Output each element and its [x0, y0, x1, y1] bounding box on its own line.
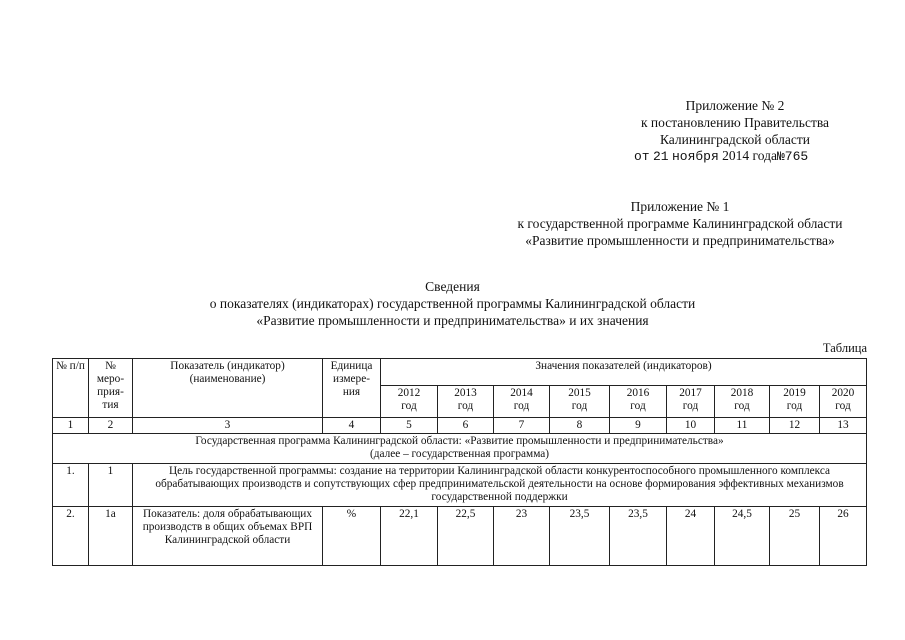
year-word: год — [786, 400, 803, 412]
column-number: 10 — [667, 418, 715, 434]
column-number: 13 — [820, 418, 867, 434]
year-word: год — [734, 400, 750, 412]
year-value: 2017 — [679, 387, 702, 399]
column-number: 12 — [770, 418, 820, 434]
column-number: 1 — [53, 418, 89, 434]
header-year — [550, 386, 610, 418]
appendix-1-block — [480, 198, 880, 249]
year-word: год — [457, 400, 474, 412]
year-value: 2015 — [568, 387, 591, 399]
header-year — [610, 386, 667, 418]
header-num: № п/п — [53, 359, 89, 418]
program-title-cell — [53, 434, 867, 464]
heading-line2: о показателях (индикаторах) государственной программы Калининградской области — [209, 296, 696, 311]
indicator-value: 26 — [820, 507, 867, 566]
indicator-value: 23,5 — [550, 507, 610, 566]
indicators-table — [52, 358, 867, 566]
appendix-2-date — [634, 148, 808, 164]
year-value: 2013 — [454, 387, 477, 399]
indicator-unit: % — [323, 507, 381, 566]
year-value: 2020 — [831, 387, 855, 399]
year-word: год — [835, 400, 851, 412]
header-indicator — [133, 359, 323, 418]
indicator-value: 25 — [770, 507, 820, 566]
program-title-line2: (далее – государственная программа) — [369, 448, 550, 460]
appendix-1-title: Приложение № 1 — [630, 199, 730, 214]
header-year — [667, 386, 715, 418]
heading-line1: Сведения — [425, 279, 480, 294]
header-year — [715, 386, 770, 418]
indicator-value: 24,5 — [715, 507, 770, 566]
column-number: 3 — [133, 418, 323, 434]
header-event: № меро-прия-тия — [89, 359, 133, 418]
document-heading — [100, 278, 805, 329]
indicator-text: Показатель: доля обрабатывающих производств в общих объемах ВРП Калининградской области — [133, 507, 323, 566]
row-num: 2. — [53, 507, 89, 566]
header-year — [770, 386, 820, 418]
header-year — [438, 386, 494, 418]
row-event: 1 — [89, 464, 133, 507]
year-word: год — [682, 400, 699, 412]
date-year: 2014 года — [722, 148, 777, 163]
row-event: 1а — [89, 507, 133, 566]
heading-line3: «Развитие промышленности и предпринимательства» и их значения — [256, 313, 649, 328]
appendix-2-title: Приложение № 2 — [685, 98, 785, 113]
header-unit: Единица измере-ния — [323, 359, 381, 418]
indicator-value: 23,5 — [610, 507, 667, 566]
column-number: 11 — [715, 418, 770, 434]
indicator-value: 23 — [494, 507, 550, 566]
date-day: 21 — [652, 149, 669, 164]
appendix-2-line2: Калининградской области — [659, 132, 811, 147]
header-indicator-line2: (наименование) — [189, 373, 266, 385]
year-word: год — [630, 400, 646, 412]
column-number-row — [53, 418, 867, 434]
year-word: год — [513, 400, 530, 412]
year-value: 2019 — [783, 387, 806, 399]
indicator-value: 22,1 — [381, 507, 438, 566]
table-label: Таблица — [822, 341, 867, 355]
table-row — [53, 507, 867, 566]
document-number: №765 — [776, 149, 809, 164]
column-number: 5 — [381, 418, 438, 434]
year-value: 2018 — [730, 387, 754, 399]
date-prefix: от — [634, 149, 650, 164]
year-value: 2014 — [510, 387, 533, 399]
column-number: 6 — [438, 418, 494, 434]
header-year — [494, 386, 550, 418]
date-month: ноября — [671, 149, 719, 164]
header-year — [381, 386, 438, 418]
appendix-2-line1: к постановлению Правительства — [640, 115, 830, 130]
goal-text: Цель государственной программы: создание на территории Калининградской области конкурентоспособного промышленного комплекса обрабатывающих производств и сопутствующих сфер предпринимательской деятельности на основе формирования эффективных механизмов государственной поддержки — [133, 464, 867, 507]
table-row — [53, 464, 867, 507]
appendix-2-block — [600, 97, 870, 148]
column-number: 8 — [550, 418, 610, 434]
indicator-value: 22,5 — [438, 507, 494, 566]
header-values: Значения показателей (индикаторов) — [381, 359, 867, 386]
column-number: 4 — [323, 418, 381, 434]
indicator-value: 24 — [667, 507, 715, 566]
program-row — [53, 434, 867, 464]
year-word: год — [401, 400, 417, 412]
appendix-1-line2: «Развитие промышленности и предпринимательства» — [525, 233, 835, 248]
column-number: 7 — [494, 418, 550, 434]
appendix-1-line1: к государственной программе Калининградской области — [517, 216, 843, 231]
column-number: 2 — [89, 418, 133, 434]
program-title-line1: Государственная программа Калининградской области: «Развитие промышленности и предпринимательства» — [195, 435, 724, 447]
header-indicator-line1: Показатель (индикатор) — [170, 360, 285, 372]
row-num: 1. — [53, 464, 89, 507]
header-year — [820, 386, 867, 418]
year-word: год — [571, 400, 588, 412]
year-value: 2016 — [626, 387, 650, 399]
year-value: 2012 — [397, 387, 421, 399]
column-number: 9 — [610, 418, 667, 434]
